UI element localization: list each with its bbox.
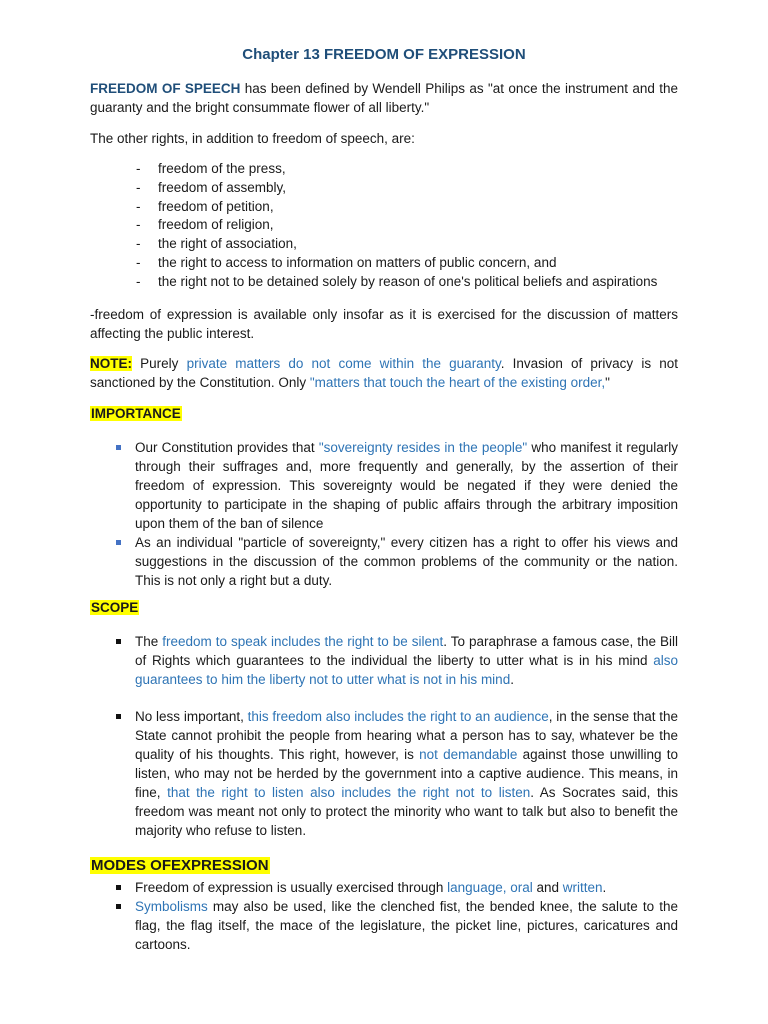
list-item: - freedom of assembly,	[136, 179, 696, 198]
list-item: - freedom of religion,	[136, 216, 696, 235]
dash-marker: -	[136, 273, 141, 289]
note-label: NOTE:	[90, 356, 132, 371]
list-item: - freedom of petition,	[136, 198, 696, 217]
list-item: - the right to access to information on matters of public concern, and	[136, 254, 696, 273]
section-heading-scope: SCOPE	[91, 600, 139, 615]
intro-text: has been defined by Wendell Philips as "at once the instrument and the guaranty and the bright consummate flower of all liberty."	[90, 81, 678, 115]
other-rights-intro: The other rights, in addition to freedom of speech, are:	[90, 131, 415, 146]
note-highlight: "matters that touch the heart of the existing order,	[309, 375, 606, 390]
other-rights-list	[136, 160, 696, 292]
modes-list	[113, 878, 678, 954]
list-item: Freedom of expression is usually exercised through language, oral and written.	[113, 878, 678, 897]
intro-lead: FREEDOM OF SPEECH	[90, 81, 241, 96]
list-item: - freedom of the press,	[136, 160, 696, 179]
list-item: - the right not to be detained solely by reason of one's political beliefs and aspirations	[136, 273, 696, 292]
dash-marker: -	[136, 236, 141, 252]
square-bullet-icon	[116, 714, 121, 719]
dash-marker: -	[136, 217, 141, 233]
list-item: - the right of association,	[136, 235, 696, 254]
list-item: Symbolisms may also be used, like the clenched fist, the bended knee, the salute to the flag, the flag itself, the mace of the legislature, the picket line, pictures, caricatures and cartoons.	[113, 897, 678, 954]
square-bullet-icon	[116, 639, 121, 644]
list-item: The freedom to speak includes the right to be silent. To paraphrase a famous case, the Bill of Rights which guarantees to the individual the liberty to utter what is in his mind also guarantees to him the liberty not to utter what is not in his mind.	[113, 632, 678, 689]
note-highlight: private matters do not come within the guaranty	[186, 356, 501, 371]
square-bullet-icon	[116, 445, 121, 450]
scope-list	[113, 632, 678, 689]
dash-marker: -	[136, 254, 141, 270]
list-item: Our Constitution provides that "sovereignty resides in the people" who manifest it regularly through their suffrages and, more frequently and generally, by the assertion of their freedom of expression. This sovereignty would be negated if they were denied the opportunity to participate in the shaping of public affairs through the arbitrary imposition upon them of the ban of silence	[113, 438, 678, 533]
square-bullet-icon	[116, 540, 121, 545]
intro-paragraph	[90, 79, 678, 117]
square-bullet-icon	[116, 904, 121, 909]
availability-paragraph: -freedom of expression is available only insofar as it is exercised for the discussion of matters affecting the public interest.	[90, 307, 678, 341]
list-item: As an individual "particle of sovereignty," every citizen has a right to offer his views and suggestions in the discussion of the common problems of the community or the nation. This is not only a right but a duty.	[113, 533, 678, 590]
section-heading-modes: MODES OFEXPRESSION	[91, 857, 269, 874]
dash-marker: -	[136, 198, 141, 214]
note-paragraph: NOTE: Purely private matters do not come within the guaranty. Invasion of privacy is not sanctioned by the Constitution. Only "matters that touch the heart of the existing order,"	[90, 356, 678, 390]
dash-marker: -	[136, 179, 141, 195]
list-item: No less important, this freedom also includes the right to an audience, in the sense that the State cannot prohibit the people from hearing what a person has to say, whatever be the quality of his thoughts. This right, however, is not demandable against those unwilling to listen, who may not be herded by the government into a captive audience. This means, in fine, that the right to listen also includes the right not to listen. As Socrates said, this freedom was meant not only to protect the minority who want to talk but also to benefit the majority who refuse to listen.	[113, 707, 678, 840]
scope-list-continued	[113, 707, 678, 840]
dash-marker: -	[136, 161, 141, 176]
importance-list	[113, 438, 678, 590]
square-bullet-icon	[116, 885, 121, 890]
page-title: Chapter 13 FREEDOM OF EXPRESSION	[242, 46, 526, 63]
section-heading-importance: IMPORTANCE	[91, 406, 181, 421]
